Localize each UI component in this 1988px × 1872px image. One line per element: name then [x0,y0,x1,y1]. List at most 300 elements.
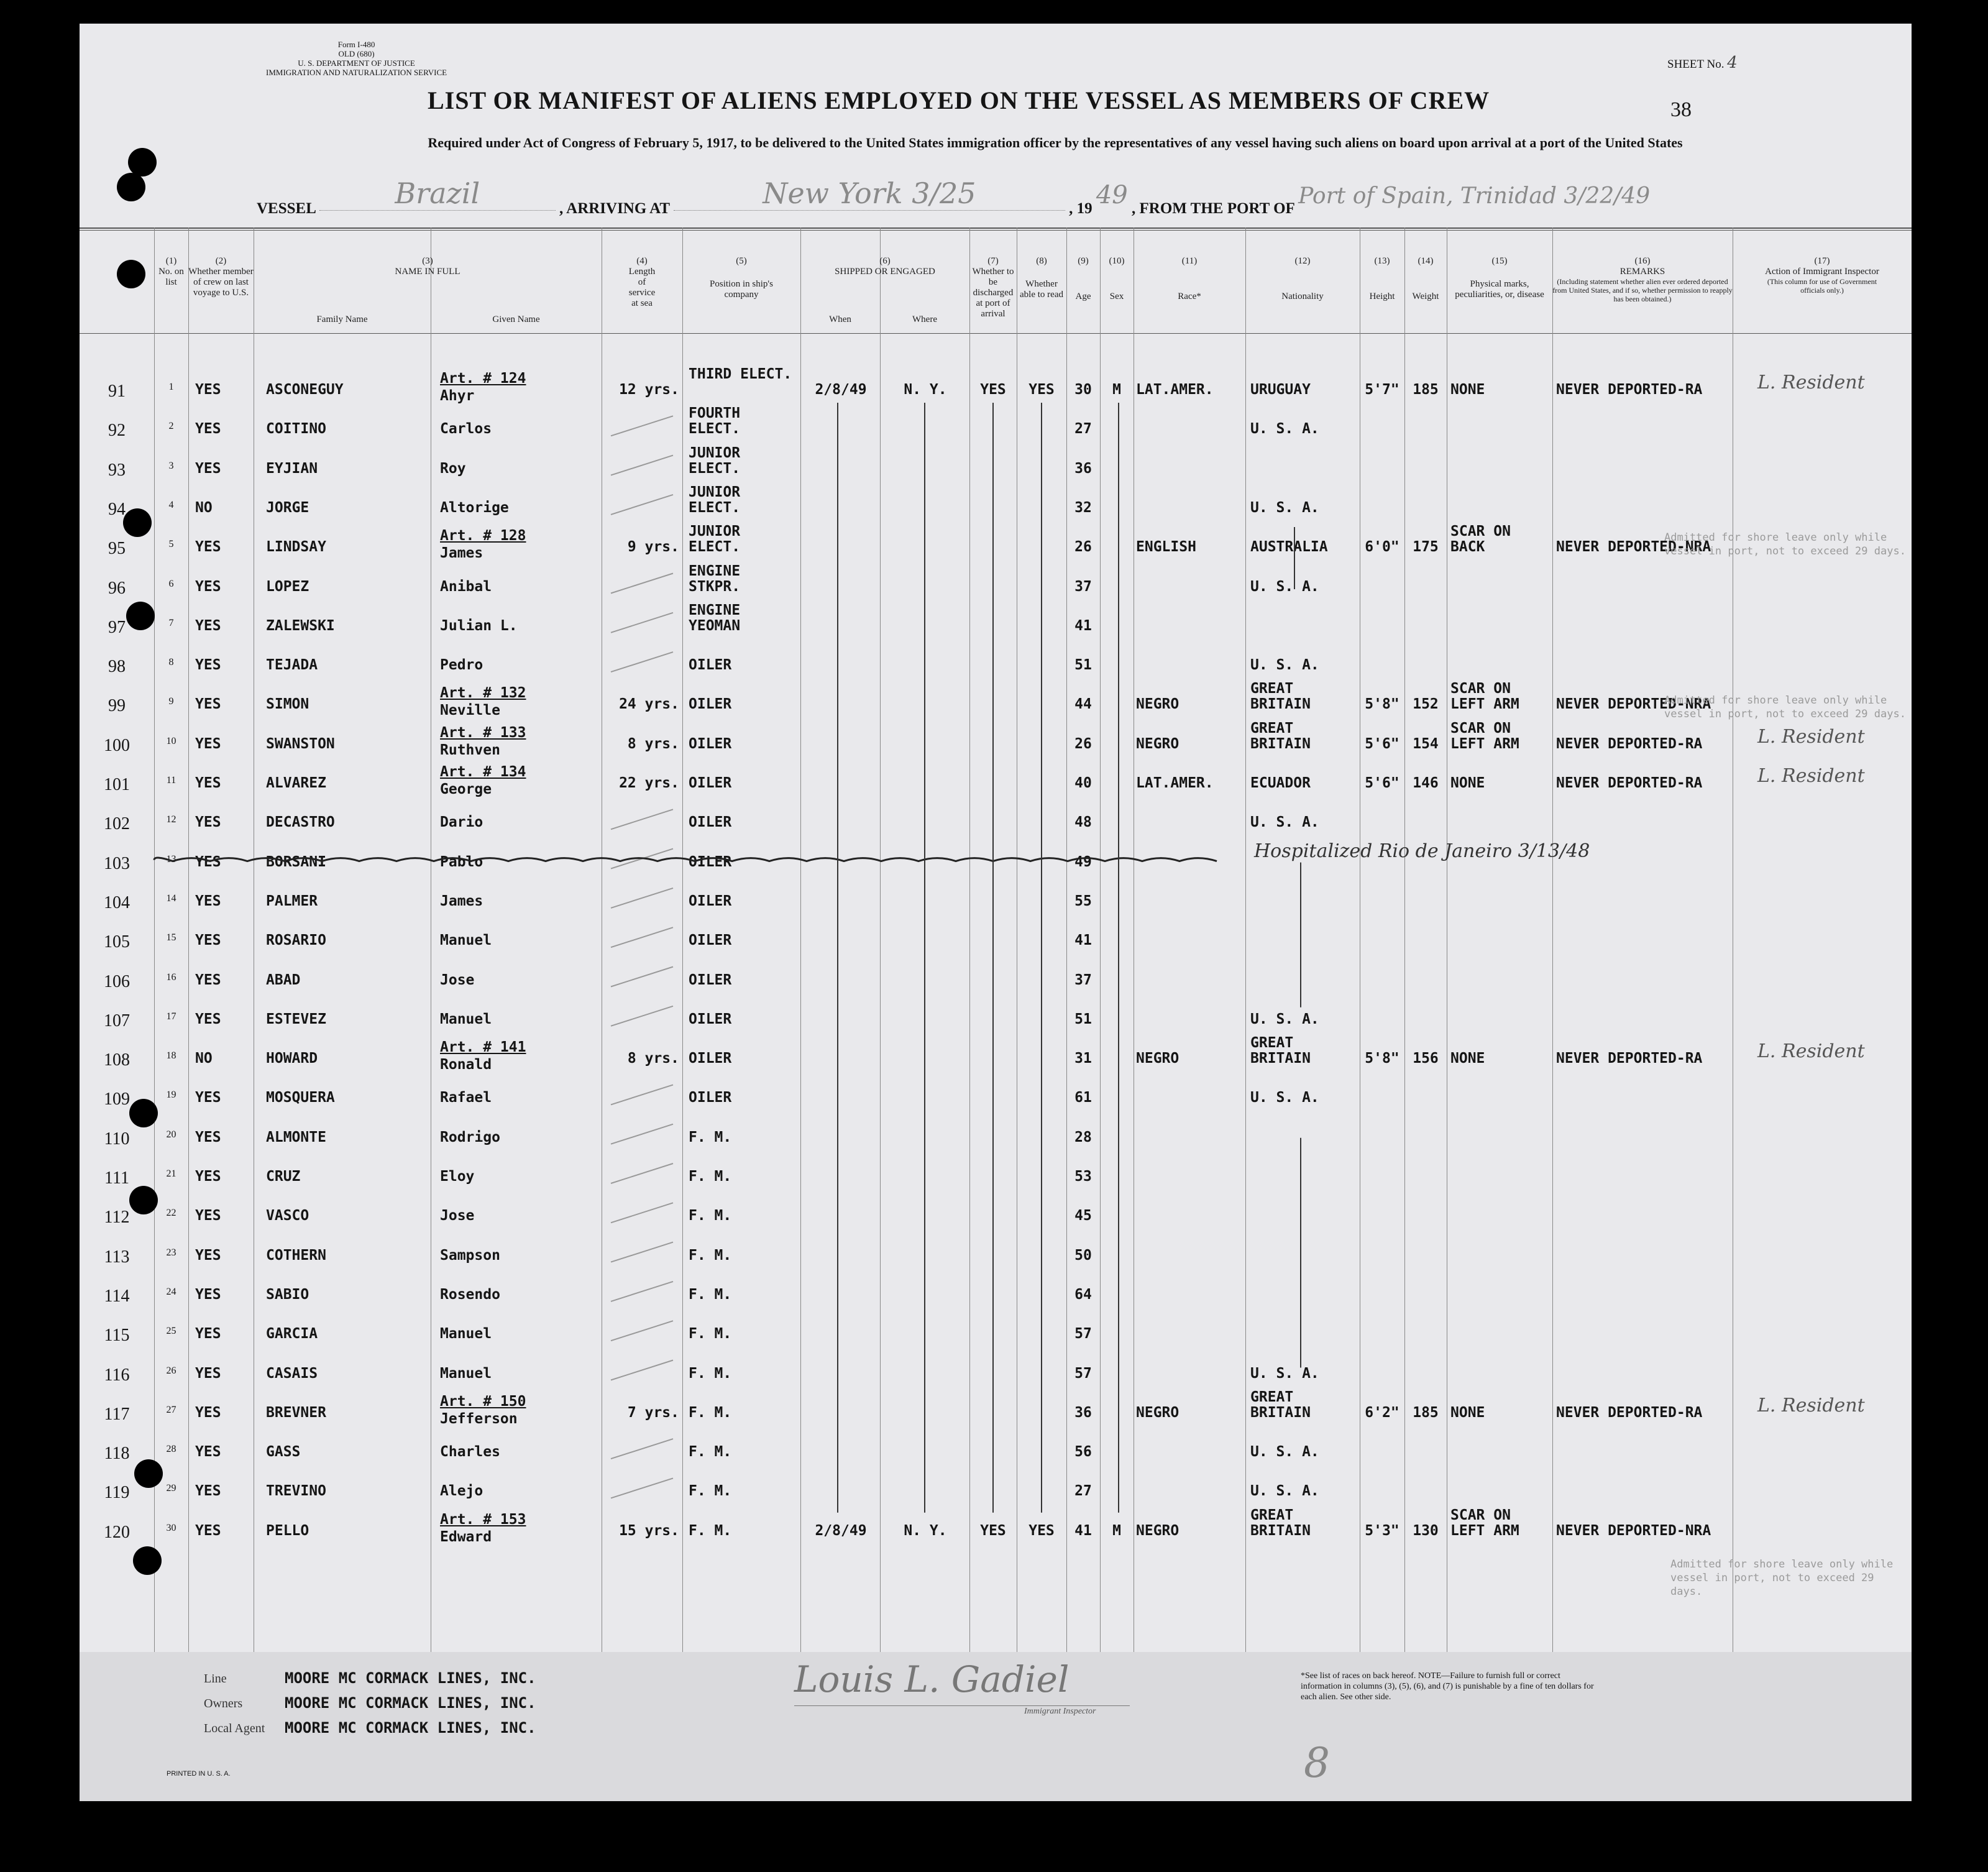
cell-discharge: YES [980,382,1006,398]
cell-race: ENGLISH [1136,539,1196,555]
service: IMMIGRATION AND NATURALIZATION SERVICE [266,68,447,77]
cell-given: Edward [440,1529,492,1545]
cell-when: 2/8/49 [815,1523,867,1539]
inspector-action: L. Resident [1757,372,1865,393]
cell-line: 108 [104,1050,130,1070]
header-top-rule [80,227,1912,229]
cell-remarks: NEVER DEPORTED-RA [1556,1405,1703,1421]
cell-no: 26 [166,1365,176,1376]
cell-height: 5'6" [1365,736,1399,752]
cell-given: Alejo [440,1483,483,1499]
table-row [80,405,1912,444]
cell-position: OILER [689,814,732,830]
year-value: 49 [1096,181,1128,209]
cell-nationality: U. S. A. [1250,421,1319,437]
cell-age: 27 [1074,1483,1092,1499]
cell-crew: YES [195,1365,221,1382]
col5-header [682,256,800,300]
cell-no: 29 [166,1483,176,1493]
cell-nationality: GREAT BRITAIN [1250,1389,1311,1421]
cell-family: ASCONEGUY [266,382,344,398]
punch-hole [123,508,152,537]
cell-given: Altorige [440,500,509,516]
from-value: Port of Spain, Trinidad 3/22/49 [1298,183,1651,209]
cell-given: Jefferson [440,1411,518,1427]
cell-line: 103 [104,854,130,873]
table-row [80,1113,1912,1153]
cell-line: 118 [104,1444,130,1463]
cell-remarks: NEVER DEPORTED-NRA [1556,539,1711,555]
punch-hole [129,1099,158,1127]
cell-position: OILER [689,736,732,752]
cell-crew: YES [195,657,221,673]
cell-remarks: NEVER DEPORTED-NRA [1556,696,1711,712]
cell-height: 5'3" [1365,1523,1399,1539]
cell-position: F. M. [689,1247,732,1264]
cell-given: Manuel [440,1326,492,1342]
cell-position: OILER [689,854,732,870]
table-row [80,1191,1912,1231]
cell-family: ALMONTE [266,1129,326,1145]
cell-given: Jose [440,1208,475,1224]
cell-crew: YES [195,1326,221,1342]
cell-no: 28 [166,1444,176,1454]
page-title: LIST OR MANIFEST OF ALIENS EMPLOYED ON THE VESSEL AS MEMBERS OF CREW [428,86,1490,114]
cell-given: Dario [440,814,483,830]
cell-line: 114 [104,1287,130,1306]
cell-position: OILER [689,1050,732,1067]
cell-given: Neville [440,702,500,718]
punch-hole [129,1186,158,1214]
col3-num: (3) [422,256,433,266]
cell-weight: 185 [1413,1405,1439,1421]
col15-label: Physical marks, peculiarities, or, disease [1455,279,1544,300]
manifest-table [80,227,1912,1652]
table-row [80,720,1912,759]
cell-given: Rafael [440,1090,492,1106]
cell-family: PELLO [266,1523,309,1539]
cell-crew: YES [195,539,221,555]
col5-num: (5) [736,256,747,266]
cell-service: 8 yrs. [627,736,679,752]
cell-position: THIRD ELECT. [689,366,792,382]
table-row [80,798,1912,838]
cell-no: 2 [168,421,174,431]
from-label: , FROM THE PORT OF [1132,200,1294,217]
cell-line: 95 [108,539,126,558]
col14-header [1404,256,1447,302]
article-number: Art. # 124 [440,370,526,387]
cell-given: Sampson [440,1247,500,1264]
cell-weight: 152 [1413,696,1439,712]
cell-line: 104 [104,893,130,912]
inspector-action: L. Resident [1757,726,1865,748]
stamp-text: Admitted for shore leave only while vessel in port, not to exceed 29 days. [1670,1558,1894,1598]
col14-label: Weight [1412,291,1439,301]
cell-no: 8 [168,657,174,668]
inspector-action: L. Resident [1757,1395,1865,1416]
department: U. S. DEPARTMENT OF JUSTICE [298,58,415,68]
cell-no: 20 [166,1129,176,1140]
cell-given: James [440,893,483,909]
col3a-label: Family Name [316,314,368,324]
cell-line: 120 [104,1523,130,1542]
cell-line: 105 [104,932,130,952]
cell-nationality: U. S. A. [1250,579,1319,595]
col16-sublabel: (Including statement whether alien ever ordered deported from United States, and if so, whether permission to reapply has been obtained.) [1552,277,1733,303]
cell-position: F. M. [689,1129,732,1145]
table-row [80,641,1912,681]
cell-no: 3 [168,461,174,471]
cell-line: 94 [108,500,126,519]
cell-weight: 154 [1413,736,1439,752]
cell-age: 37 [1074,972,1092,988]
punch-hole [133,1546,162,1575]
col8-num: (8) [1036,256,1047,266]
cell-remarks: NEVER DEPORTED-RA [1556,382,1703,398]
table-row [80,1388,1912,1428]
cell-nationality: GREAT BRITAIN [1250,1035,1311,1067]
col9-label: Age [1075,291,1091,301]
cell-no: 24 [166,1287,176,1297]
cell-given: Eloy [440,1168,475,1185]
cell-line: 102 [104,814,130,833]
cell-position: F. M. [689,1326,732,1342]
table-row [80,759,1912,799]
cell-family: COTHERN [266,1247,326,1264]
cell-service: 9 yrs. [627,539,679,555]
cell-family: TREVINO [266,1483,326,1499]
cell-position: F. M. [689,1444,732,1460]
cell-age: 57 [1074,1365,1092,1382]
punch-hole [117,173,145,201]
col14-num: (14) [1418,256,1434,266]
cell-age: 51 [1074,1011,1092,1027]
cell-line: 110 [104,1129,130,1149]
col16-header [1552,256,1733,303]
cell-no: 22 [166,1208,176,1218]
sheet-value: 4 [1727,53,1738,72]
col10-num: (10) [1109,256,1125,266]
cell-given: Carlos [440,421,492,437]
cell-nationality: U. S. A. [1250,1011,1319,1027]
table-row [80,1073,1912,1113]
cell-no: 14 [166,893,176,904]
cell-crew: YES [195,421,221,437]
cell-read: YES [1028,1523,1055,1539]
cell-read: YES [1028,382,1055,398]
cell-no: 13 [166,854,176,865]
cell-given: Manuel [440,1011,492,1027]
form-header [266,40,447,77]
table-row [80,562,1912,602]
header-bottom-rule [80,333,1912,334]
cell-crew: YES [195,1168,221,1185]
cell-height: 6'2" [1365,1405,1399,1421]
col12-header [1245,256,1360,302]
cell-line: 96 [108,579,126,598]
cell-when: 2/8/49 [815,382,867,398]
cell-height: 5'8" [1365,696,1399,712]
cell-marks: NONE [1450,1050,1485,1067]
cell-line: 112 [104,1208,130,1227]
cell-line: 107 [104,1011,130,1030]
cell-age: 41 [1074,932,1092,948]
cell-marks: SCAR ON LEFT ARM [1450,681,1519,712]
cell-given: Jose [440,972,475,988]
col8-label: Whether able to read [1020,279,1063,300]
col9-header [1066,256,1100,302]
cell-no: 10 [166,736,176,746]
cell-crew: YES [195,382,221,398]
cell-race: LAT.AMER. [1136,775,1214,791]
cell-age: 57 [1074,1326,1092,1342]
cell-crew: YES [195,1287,221,1303]
shore-leave-stamp [1664,531,1907,558]
col6b-label: Where [912,314,937,324]
cell-height: 5'8" [1365,1050,1399,1067]
cell-given: Rosendo [440,1287,500,1303]
cell-no: 7 [168,618,174,628]
stamp-text: Admitted for shore leave only while vessel in port, not to exceed 29 days. [1664,531,1906,557]
shore-leave-stamp [1670,1558,1907,1599]
cell-family: TEJADA [266,657,318,673]
cell-family: CRUZ [266,1168,301,1185]
cell-nationality: URUGUAY [1250,382,1311,398]
cell-remarks: NEVER DEPORTED-RA [1556,736,1703,752]
col4-num: (4) [636,256,648,266]
col6a-label: When [829,314,851,324]
cell-line: 98 [108,657,126,676]
col16-num: (16) [1634,256,1651,266]
table-row [80,1507,1912,1546]
cell-family: BORSANI [266,854,326,870]
cell-position: ENGINE YEOMAN [689,602,741,634]
line-label: Line [204,1672,227,1686]
table-row [80,523,1912,562]
cell-line: 113 [104,1247,130,1267]
cell-no: 19 [166,1090,176,1100]
cell-no: 11 [166,775,176,786]
col17-header [1733,256,1912,295]
form-old: OLD (680) [338,49,375,58]
inspector-action: L. Resident [1757,765,1865,787]
cell-remarks: NEVER DEPORTED-RA [1556,1050,1703,1067]
cell-weight: 185 [1413,382,1439,398]
cell-marks: SCAR ON BACK [1450,523,1511,555]
signature-caption: Immigrant Inspector [1024,1707,1096,1716]
cell-family: VASCO [266,1208,309,1224]
cell-height: 5'7" [1365,382,1399,398]
table-row [80,1270,1912,1310]
cell-remarks: NEVER DEPORTED-NRA [1556,1523,1711,1539]
col11-num: (11) [1181,256,1198,266]
cell-position: F. M. [689,1405,732,1421]
agent-label: Local Agent [204,1722,265,1735]
cell-line: 116 [104,1365,130,1385]
cell-given: Anibal [440,579,492,595]
cell-nationality: GREAT BRITAIN [1250,1507,1311,1539]
cell-crew: YES [195,1483,221,1499]
header-top-rule-2 [80,230,1912,231]
article-number: Art. # 133 [440,725,526,741]
cell-no: 27 [166,1405,176,1415]
cell-given: George [440,781,492,797]
col13-header [1360,256,1404,302]
cell-age: 36 [1074,1405,1092,1421]
col15-header [1447,256,1552,300]
cell-age: 50 [1074,1247,1092,1264]
cell-family: ABAD [266,972,301,988]
col7-label: Whether to be discharged at port of arrival [972,267,1014,319]
col6-num: (6) [879,256,891,266]
cell-position: OILER [689,932,732,948]
col12-num: (12) [1294,256,1311,266]
cell-age: 55 [1074,893,1092,909]
table-row [80,365,1912,405]
cell-family: LINDSAY [266,539,326,555]
col15-num: (15) [1491,256,1508,266]
cell-family: PALMER [266,893,318,909]
cell-nationality: U. S. A. [1250,1365,1319,1382]
year-prefix: , 19 [1069,200,1092,217]
col7-num: (7) [987,256,999,266]
cell-line: 100 [104,736,130,755]
signature-rule [794,1705,1130,1706]
cell-position: OILER [689,775,732,791]
cell-marks: SCAR ON LEFT ARM [1450,720,1519,752]
owners-value: MOORE MC CORMACK LINES, INC. [285,1694,536,1712]
cell-crew: YES [195,1208,221,1224]
cell-family: GARCIA [266,1326,318,1342]
cell-race: NEGRO [1136,1050,1180,1067]
cell-age: 45 [1074,1208,1092,1224]
sheet-label: SHEET No. [1667,58,1725,71]
cell-age: 37 [1074,579,1092,595]
cell-given: Roy [440,461,466,477]
cell-age: 40 [1074,775,1092,791]
cell-age: 41 [1074,618,1092,634]
cell-no: 1 [168,382,174,392]
cell-no: 18 [166,1050,176,1061]
cell-line: 106 [104,972,130,991]
cell-age: 61 [1074,1090,1092,1106]
col2-num: (2) [215,256,227,266]
cell-crew: YES [195,932,221,948]
cell-nationality: GREAT BRITAIN [1250,720,1311,752]
col3b-label: Given Name [492,314,540,324]
table-row [80,838,1912,878]
table-row [80,956,1912,996]
cell-height: 5'6" [1365,775,1399,791]
cell-no: 21 [166,1168,176,1179]
cell-position: JUNIOR ELECT. [689,445,741,477]
cell-family: SABIO [266,1287,309,1303]
cell-nationality: U. S. A. [1250,814,1319,830]
cell-marks: NONE [1450,775,1485,791]
cell-no: 9 [168,696,174,707]
arriving-label: , ARRIVING AT [559,200,670,217]
cell-given: Pablo [440,854,483,870]
cell-family: DECASTRO [266,814,335,830]
cell-position: F. M. [689,1483,732,1499]
cell-given: Pedro [440,657,483,673]
manifest-footer [80,1652,1912,1801]
cell-position: F. M. [689,1168,732,1185]
cell-nationality: GREAT BRITAIN [1250,681,1311,712]
sheet-number [1667,53,1738,72]
cell-nationality: U. S. A. [1250,1483,1319,1499]
cell-where: N. Y. [904,382,947,398]
cell-discharge: YES [980,1523,1006,1539]
cell-age: 56 [1074,1444,1092,1460]
inspector-signature: Louis L. Gadiel [794,1658,1070,1700]
cell-crew: YES [195,1444,221,1460]
cell-family: JORGE [266,500,309,516]
cell-position: F. M. [689,1365,732,1382]
cell-position: FOURTH ELECT. [689,405,741,437]
cell-position: OILER [689,657,732,673]
cell-line: 111 [104,1168,129,1188]
cell-crew: YES [195,972,221,988]
cell-crew: YES [195,775,221,791]
col6-label: SHIPPED OR ENGAGED [835,267,935,277]
cell-no: 17 [166,1011,176,1022]
cell-given: James [440,545,483,561]
cell-age: 26 [1074,539,1092,555]
table-row [80,1428,1912,1467]
cell-line: 93 [108,461,126,480]
table-row [80,877,1912,917]
cell-age: 44 [1074,696,1092,712]
col11-label: Race* [1178,291,1201,301]
cell-family: ZALEWSKI [266,618,335,634]
col10-label: Sex [1109,291,1124,301]
col13-num: (13) [1374,256,1390,266]
table-row [80,1034,1912,1074]
cell-no: 30 [166,1523,176,1533]
cell-line: 99 [108,696,126,715]
article-number: Art. # 134 [440,764,526,780]
article-number: Art. # 150 [440,1393,526,1410]
cell-given: Charles [440,1444,500,1460]
cell-line: 117 [104,1405,130,1424]
cell-race: LAT.AMER. [1136,382,1214,398]
owners-label: Owners [204,1697,243,1710]
cell-age: 32 [1074,500,1092,516]
cell-crew: YES [195,461,221,477]
cell-position: OILER [689,1011,732,1027]
table-row [80,916,1912,956]
col17-num: (17) [1814,256,1830,266]
table-row [80,444,1912,484]
cell-weight: 146 [1413,775,1439,791]
cell-age: 41 [1074,1523,1092,1539]
col3-label: NAME IN FULL [395,267,460,277]
cell-weight: 130 [1413,1523,1439,1539]
cell-line: 91 [108,382,126,401]
cell-marks: SCAR ON LEFT ARM [1450,1507,1519,1539]
col2-header [188,256,254,298]
cell-crew: NO [195,500,213,516]
cell-service: 7 yrs. [627,1405,679,1421]
cell-family: BREVNER [266,1405,326,1421]
col16-label: REMARKS [1619,267,1665,277]
cell-position: JUNIOR ELECT. [689,484,741,516]
vessel-name: Brazil [319,177,556,211]
cell-age: 26 [1074,736,1092,752]
cell-given: Manuel [440,1365,492,1382]
